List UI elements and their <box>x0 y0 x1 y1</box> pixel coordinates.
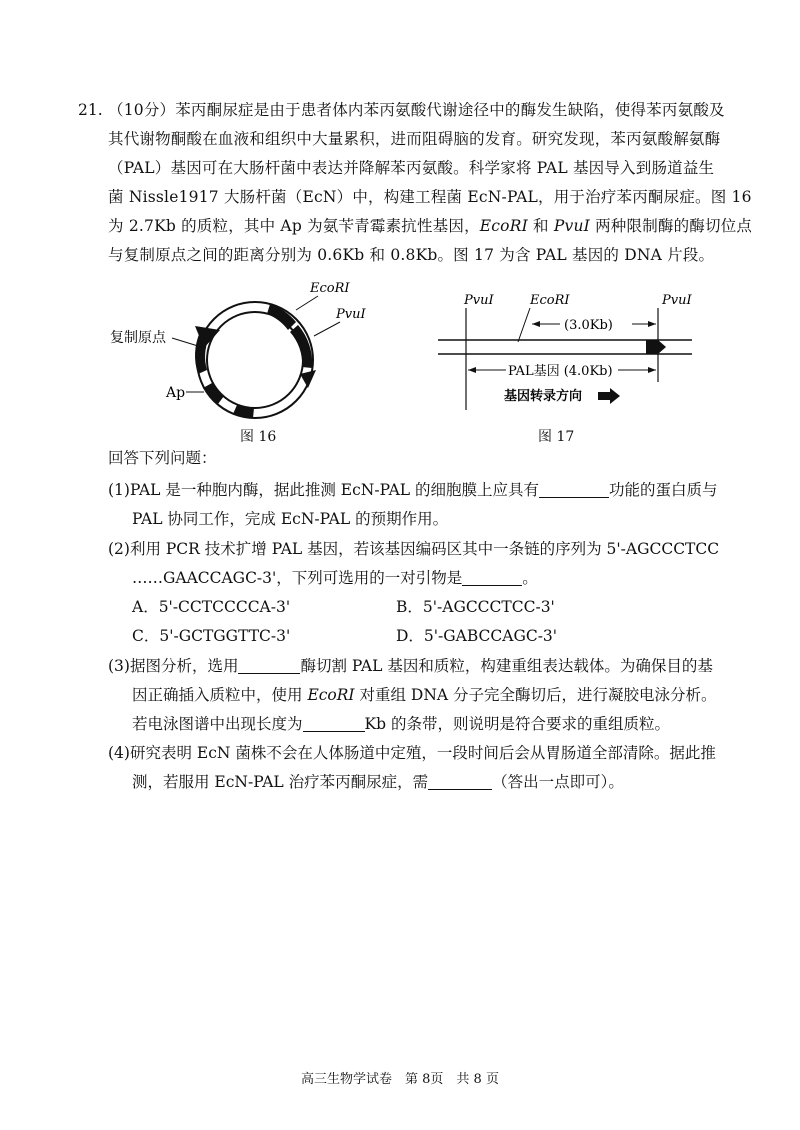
question-intro: （10分）苯丙酮尿症是由于患者体内苯丙氨酸代谢途径中的酶发生缺陷，使得苯丙氨酸及 <box>108 101 725 119</box>
fig17-label-distance: (3.0Kb) <box>564 318 613 333</box>
fig17-direction-arrow <box>598 388 620 404</box>
figure16-caption: 图 16 <box>240 429 277 445</box>
q3-enzyme-blank[interactable] <box>238 657 300 674</box>
q4-line1: (4)研究表明 EcN 菌株不会在人体肠道中定殖，一段时间后会从胃肠道全部清除。据此推 <box>108 744 716 762</box>
q2-line2: ……GAACCAGC-3'，下列可选用的一对引物是 。 <box>132 569 538 587</box>
page-footer: 高三生物学试卷 第 8页 共 8 页 <box>301 1072 499 1087</box>
q2-option-d[interactable]: D．5'-GABCCAGC-3' <box>396 627 558 645</box>
pvui-arrowhead <box>300 370 316 388</box>
q3-length-blank[interactable] <box>303 715 365 732</box>
intro-body: 其代谢物酮酸在血液和组织中大量累积，进而阻碍脑的发育。研究发现，苯丙氨酸解氨酶 （PAL）基因可在大肠杆菌中表达并降解苯丙氨酸。科学家将 PAL 基因导入到肠道益生 菌 Nissle1917 大肠杆菌（EcN）中，构建工程菌 EcN-PAL，用于治疗苯丙酮尿症。图 16 为 2.7Kb 的质粒，其中 Ap 为氨苄青霉素抗性基因，EcoRI 和 PvuI 两种限制酶的酶切位点 与复制原点之间的距离分别为 0.6Kb 和 0.8Kb。图 17 为含 PAL 基因的 DNA 片段。 <box>108 130 753 264</box>
q3-line3: 若电泳图谱中出现长度为 Kb 的条带，则说明是符合要求的重组质粒。 <box>132 715 670 733</box>
fig16-label-ecori: EcoRI <box>310 281 350 296</box>
q2-answer-blank[interactable] <box>462 569 522 586</box>
prompt: 回答下列问题： <box>108 449 217 467</box>
fig16-label-ori: 复制原点 <box>110 330 166 346</box>
q2-line1: (2)利用 PCR 技术扩增 PAL 基因，若该基因编码区其中一条链的序列为 5'-AGCCCTCC <box>108 540 720 558</box>
fig16-label-pvui: PvuI <box>336 307 366 322</box>
figure17-dna-fragment-diagram <box>430 282 700 412</box>
q1-line2: PAL 协同工作，完成 EcN-PAL 的预期作用。 <box>132 510 449 528</box>
fig17-label-gene: PAL基因 (4.0Kb) <box>508 364 613 379</box>
fig17-gene-block <box>646 340 666 354</box>
q3-line2: 因正确插入质粒中，使用 EcoRI 对重组 DNA 分子完全酶切后，进行凝胶电泳分析。 <box>132 686 717 704</box>
q1-line1: (1)PAL 是一种胞内酶，据此推测 EcN-PAL 的细胞膜上应具有 功能的蛋白质与 <box>108 481 718 499</box>
fig17-label-ecori: EcoRI <box>530 293 570 308</box>
fig16-label-ap: Ap <box>166 385 186 401</box>
q2-option-c[interactable]: C．5'-GCTGGTTC-3' <box>132 627 291 645</box>
q2-option-b[interactable]: B．5'-AGCCCTCC-3' <box>396 598 555 616</box>
figure17-caption: 图 17 <box>538 429 575 445</box>
q2-option-a[interactable]: A．5'-CCTCCCCA-3' <box>132 598 291 616</box>
q4-line2: 测，若服用 EcN-PAL 治疗苯丙酮尿症，需 （答出一点即可）。 <box>132 773 624 791</box>
pvui-segment <box>290 325 312 368</box>
fig17-label-pvui-right: PvuI <box>662 293 692 308</box>
fig17-label-pvui-left: PvuI <box>464 293 494 308</box>
q1-answer-blank[interactable] <box>539 481 609 498</box>
q4-answer-blank[interactable] <box>428 773 492 790</box>
question-points: （10分） <box>108 101 176 119</box>
fig17-label-direction: 基因转录方向 <box>504 389 583 404</box>
question-number: 21. <box>78 101 103 119</box>
q3-line1: (3)据图分析，选用 酶切割 PAL 基因和质粒，构建重组表达载体。为确保目的基 <box>108 657 713 675</box>
